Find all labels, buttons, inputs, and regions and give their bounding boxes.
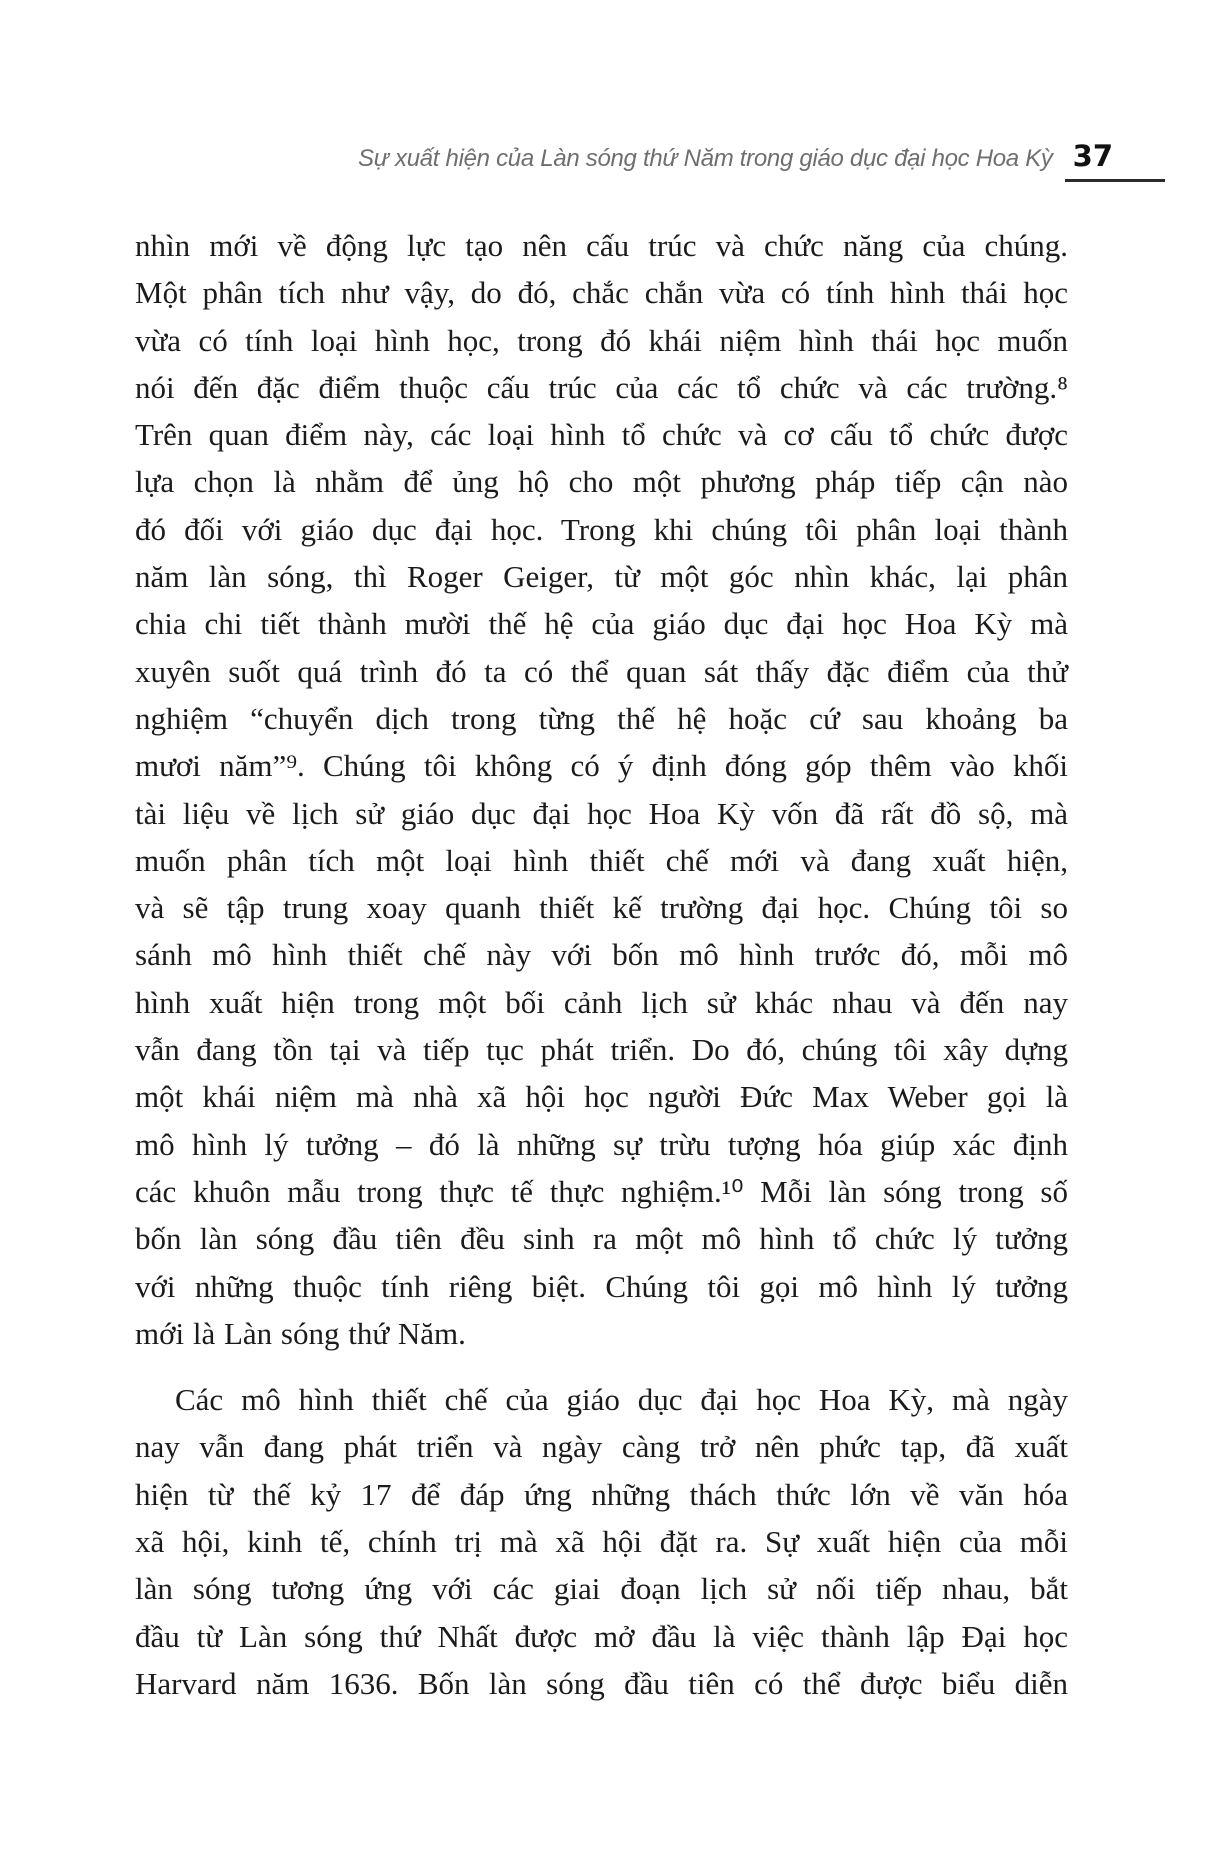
text-line: năm làn sóng, thì Roger Geiger, từ một góc nhìn khác, lại phân [135,559,1068,595]
text-line: sánh mô hình thiết chế này với bốn mô hình trước đó, mỗi mô [135,937,1068,973]
text-line: vẫn đang tồn tại và tiếp tục phát triển. Do đó, chúng tôi xây dựng [135,1032,1068,1068]
text-line: tài liệu về lịch sử giáo dục đại học Hoa Kỳ vốn đã rất đồ sộ, mà [135,795,1068,831]
text-line: vừa có tính loại hình học, trong đó khái niệm hình thái học muốn [135,322,1068,358]
text-line: xuyên suốt quá trình đó ta có thể quan sát thấy đặc điểm của thử [135,653,1068,689]
text-line: xã hội, kinh tế, chính trị mà xã hội đặt ra. Sự xuất hiện của mỗi [135,1524,1068,1560]
text-line: hình xuất hiện trong một bối cảnh lịch sử khác nhau và đến nay [135,984,1068,1020]
text-line: và sẽ tập trung xoay quanh thiết kế trường đại học. Chúng tôi so [135,890,1068,926]
page-number: 37 [1072,139,1113,173]
text-line: muốn phân tích một loại hình thiết chế mới và đang xuất hiện, [135,842,1068,878]
text-line: mươi năm”⁹. Chúng tôi không có ý định đóng góp thêm vào khối [135,748,1068,784]
text-line: đầu từ Làn sóng thứ Nhất được mở đầu là việc thành lập Đại học [135,1618,1068,1654]
text-line: bốn làn sóng đầu tiên đều sinh ra một mô hình tổ chức lý tưởng [135,1221,1068,1257]
text-line: một khái niệm mà nhà xã hội học người Đức Max Weber gọi là [135,1079,1068,1115]
text-line: nghiệm “chuyển dịch trong từng thế hệ hoặc cứ sau khoảng ba [135,700,1068,736]
text-line: Harvard năm 1636. Bốn làn sóng đầu tiên có thể được biểu diễn [135,1665,1068,1701]
text-line: nói đến đặc điểm thuộc cấu trúc của các tổ chức và các trường.⁸ [135,369,1068,405]
running-title: Sự xuất hiện của Làn sóng thứ Năm trong giáo dục đại học Hoa Kỳ [358,145,1053,172]
text-line: Một phân tích như vậy, do đó, chắc chắn vừa có tính hình thái học [135,275,1068,311]
text-line: Trên quan điểm này, các loại hình tổ chức và cơ cấu tổ chức được [135,417,1068,453]
text-line: Các mô hình thiết chế của giáo dục đại học Hoa Kỳ, mà ngày [175,1382,1068,1418]
body-text [135,222,1068,1707]
text-line: với những thuộc tính riêng biệt. Chúng tôi gọi mô hình lý tưởng [135,1268,1068,1304]
page-number-rule [1065,139,1165,182]
text-line: nay vẫn đang phát triển và ngày càng trở nên phức tạp, đã xuất [135,1429,1068,1465]
paragraph [135,1376,1068,1707]
text-line: nhìn mới về động lực tạo nên cấu trúc và chức năng của chúng. [135,228,1068,263]
text-line: lựa chọn là nhằm để ủng hộ cho một phương pháp tiếp cận nào [135,464,1068,500]
text-line: chia chi tiết thành mười thế hệ của giáo dục đại học Hoa Kỳ mà [135,606,1068,642]
text-line: mới là Làn sóng thứ Năm. [135,1315,466,1351]
text-line: các khuôn mẫu trong thực tế thực nghiệm.¹⁰ Mỗi làn sóng trong số [135,1173,1068,1209]
text-line: đó đối với giáo dục đại học. Trong khi chúng tôi phân loại thành [135,511,1068,547]
page-header [135,139,1165,182]
text-line: làn sóng tương ứng với các giai đoạn lịch sử nối tiếp nhau, bắt [135,1571,1068,1607]
text-line: mô hình lý tưởng – đó là những sự trừu tượng hóa giúp xác định [135,1126,1068,1162]
text-line: hiện từ thế kỷ 17 để đáp ứng những thách thức lớn về văn hóa [135,1476,1068,1512]
paragraph [135,222,1068,1357]
